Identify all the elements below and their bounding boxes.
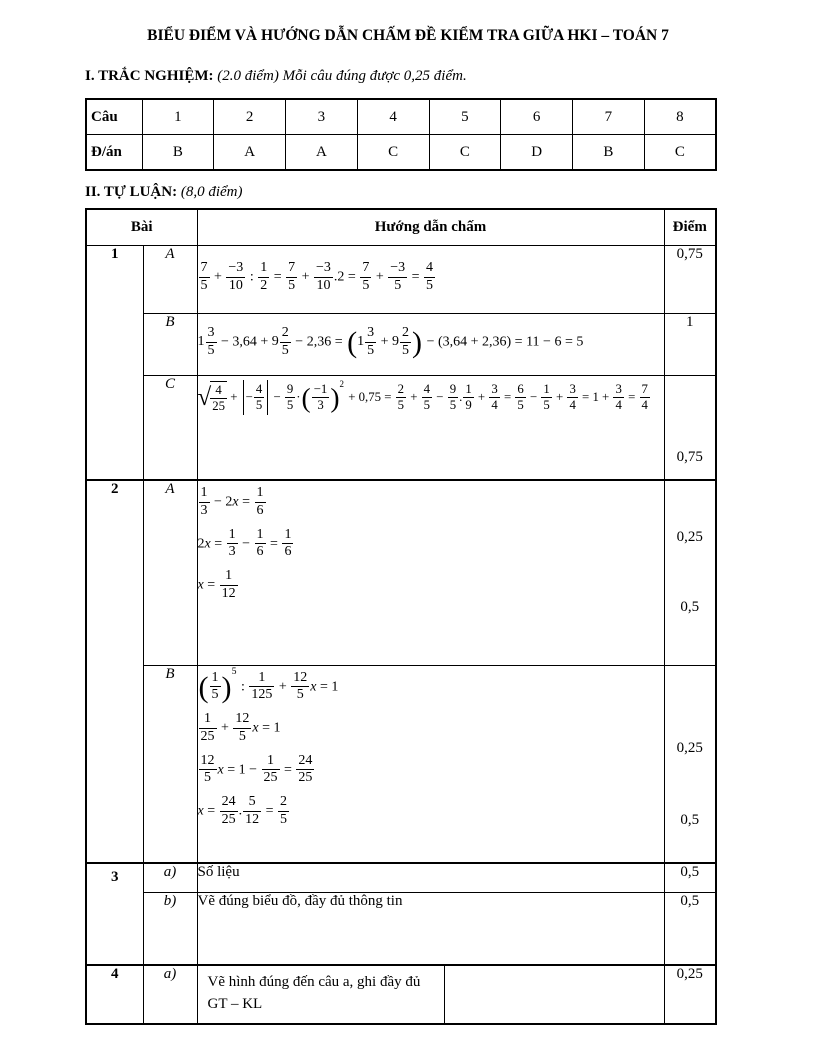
fraction: 3 5 xyxy=(367,325,375,358)
mc-question-cell-4: 4 xyxy=(357,99,429,135)
fraction: $\frac{1}{3}$ xyxy=(228,526,236,560)
mixed-number: 9 2 5 xyxy=(392,325,410,358)
mc-answer-cell-2: A xyxy=(214,135,286,171)
formula-2a-line2: 2x = $\frac{1}{3}$ − $\frac{1}{6}$ = $\frac{1}{6}$ xyxy=(197,526,292,560)
score-cell-3a: 0,5 xyxy=(664,863,716,892)
part-label-2b: B xyxy=(143,665,197,863)
solution-cell-4a xyxy=(197,965,664,1024)
fraction: $\frac{9}{5}$ xyxy=(449,381,457,412)
mc-question-cell-1: 1 xyxy=(142,99,214,135)
square-root: √ $\frac{4}{25}$ xyxy=(197,382,225,413)
mc-question-cell-6: 6 xyxy=(501,99,573,135)
mc-answer-header: Đ/án xyxy=(86,135,142,171)
problem-number-4: 4 xyxy=(86,965,143,1024)
fraction: 2 5 xyxy=(402,325,410,358)
mixed-number: 1 3 5 xyxy=(197,325,215,358)
formula-1b: 1 3 5 − 3,64 + 9 2 5 − 2,36 = ( 1 3 5 + 9 2 5 ) − (3,64 + 2,36) = 11 − 6 = 5 xyxy=(197,325,584,360)
mc-answer-cell-1: B xyxy=(142,135,214,171)
fraction: $\frac{7}{5}$ xyxy=(362,260,370,293)
solution-cell-1b xyxy=(197,313,664,375)
fraction: $\frac{4}{25}$ xyxy=(212,382,225,413)
mc-answer-cell-8: C xyxy=(644,135,716,171)
fraction: $\frac{1}{9}$ xyxy=(465,381,472,412)
score-2b-second: 0,5 xyxy=(680,811,700,828)
fraction: $\frac{12}{5}$ xyxy=(200,752,215,786)
fraction: $\frac{1}{3}$ xyxy=(200,485,208,518)
mc-answer-cell-6: D xyxy=(501,135,573,171)
parenthesized-group: ( $\frac{-1}{3}$ ) 2 xyxy=(301,378,344,413)
fraction: $\frac{1}{125}$ xyxy=(251,669,273,703)
fraction: $\frac{12}{5}$ xyxy=(235,711,250,744)
fraction: $\frac{-3}{10}$ xyxy=(228,260,244,293)
mc-answer-cell-4: C xyxy=(357,135,429,171)
row-4a xyxy=(86,965,716,1024)
fraction: $\frac{1}{6}$ xyxy=(256,485,264,518)
solution-cell-1c xyxy=(197,375,664,480)
solution-cell-2a xyxy=(197,480,664,665)
score-cell-1a: 0,75 xyxy=(664,245,716,313)
fraction: $\frac{1}{5}$ xyxy=(543,381,550,412)
score-cell-2b xyxy=(664,665,716,863)
row-1c xyxy=(86,375,716,480)
section-1-label: I. TRẮC NGHIỆM: xyxy=(85,68,214,84)
formula-2b-line2: $\frac{1}{25}$ + $\frac{12}{5}$ x = 1 xyxy=(200,711,281,744)
problem-number-3: 3 xyxy=(86,863,143,965)
mc-question-cell-7: 7 xyxy=(573,99,645,135)
score-2a-second: 0,5 xyxy=(680,599,700,615)
solution-split-4a xyxy=(198,966,664,1023)
section-1-note: (2.0 điểm) Mỗi câu đúng được 0,25 điểm. xyxy=(217,68,467,84)
column-header-guide: Hướng dẫn chấm xyxy=(197,209,664,245)
fraction: $\frac{3}{4}$ xyxy=(615,381,622,412)
mc-question-cell-3: 3 xyxy=(286,99,358,135)
fraction: $\frac{1}{12}$ xyxy=(221,568,236,601)
mc-question-cell-8: 8 xyxy=(644,99,716,135)
fraction: 3 5 xyxy=(207,325,215,358)
fraction: $\frac{7}{5}$ xyxy=(200,260,208,293)
row-1a xyxy=(86,245,716,313)
mc-answer-cell-7: B xyxy=(573,135,645,171)
fraction: $\frac{-3}{10}$ xyxy=(316,260,331,293)
solution-cell-1a xyxy=(197,245,664,313)
part-label-2a: A xyxy=(143,480,197,665)
score-cell-4a: 0,25 xyxy=(664,965,716,1024)
mc-question-cell-5: 5 xyxy=(429,99,501,135)
mc-answer-cell-5: C xyxy=(429,135,501,171)
fraction: $\frac{4}{5}$ xyxy=(426,260,434,293)
parenthesized-group: ( $\frac{1}{5}$ ) 5 xyxy=(198,666,237,704)
row-2a xyxy=(86,480,716,665)
score-2b-first: 0,25 xyxy=(676,739,703,756)
section-2-label: II. TỰ LUẬN: xyxy=(85,184,178,200)
formula-1c: √ $\frac{4}{25}$ + − 4 5 − $\frac{9}{5}$ · ( $\frac{-1}{3}$ ) 2 + 0,75 = $\frac{2}{5}$ + $\frac{4}{5}$ − $\frac{9}{5}$ . $\frac{1}{9}$ + $\frac{3}{4}$ = $\frac{6}{5}$ − $\frac{1}{5}$ + $\frac{3}{4}$ = 1 + $\frac{3}{4}$ = $\frac{7}{4}$ xyxy=(198,380,664,416)
solution-cell-2b xyxy=(197,665,664,863)
row-3a xyxy=(86,863,716,892)
fraction: $\frac{24}{25}$ xyxy=(221,794,236,828)
fraction: $\frac{2}{5}$ xyxy=(397,381,405,412)
fraction: $\frac{-1}{3}$ xyxy=(313,381,328,412)
fraction: $\frac{2}{5}$ xyxy=(280,794,288,828)
fraction: $\frac{4}{5}$ xyxy=(423,381,431,412)
formula-2a-line3: x = $\frac{1}{12}$ xyxy=(197,568,236,601)
fraction: $\frac{-3}{5}$ xyxy=(390,260,406,293)
grading-table xyxy=(85,208,717,1025)
problem-number-1: 1 xyxy=(86,245,143,480)
figure-area-empty xyxy=(445,966,664,1023)
solution-text-3a: Số liệu xyxy=(197,863,664,892)
fraction: 2 5 xyxy=(281,325,289,358)
mc-answer-row xyxy=(86,135,716,171)
fraction: $\frac{7}{4}$ xyxy=(641,381,648,412)
row-2b xyxy=(86,665,716,863)
fraction: $\frac{1}{6}$ xyxy=(284,526,292,560)
part-label-3a: a) xyxy=(143,863,197,892)
document-title: BIỂU ĐIỂM VÀ HƯỚNG DẪN CHẤM ĐỀ KIỂM TRA GIỮA HKI – TOÁN 7 xyxy=(147,27,669,44)
fraction: $\frac{3}{4}$ xyxy=(569,381,576,412)
mc-answer-cell-3: A xyxy=(286,135,358,171)
score-cell-2a xyxy=(664,480,716,665)
problem-number-2: 2 xyxy=(86,480,143,863)
fraction: 4 5 xyxy=(255,381,263,412)
score-cell-1c: 0,75 xyxy=(664,375,716,480)
mixed-number: 1 3 5 xyxy=(357,325,375,358)
fraction: $\frac{6}{5}$ xyxy=(517,381,524,412)
section-1-heading xyxy=(85,67,731,86)
part-label-1b: B xyxy=(143,313,197,375)
fraction: $\frac{5}{12}$ xyxy=(245,794,260,828)
fraction: $\frac{3}{4}$ xyxy=(491,381,498,412)
part-label-1c: C xyxy=(143,375,197,480)
fraction: $\frac{9}{5}$ xyxy=(286,381,294,412)
absolute-value: − 4 5 xyxy=(243,380,269,416)
grading-header-row xyxy=(86,209,716,245)
fraction: $\frac{1}{5}$ xyxy=(211,669,219,703)
score-cell-1b: 1 xyxy=(664,313,716,375)
score-cell-3b: 0,5 xyxy=(664,892,716,965)
fraction: $\frac{1}{2}$ xyxy=(260,260,268,293)
solution-text-4a: Vẽ hình đúng đến câu a, ghi đầy đủ GT – KL xyxy=(198,966,445,1023)
mc-corner-header: Câu xyxy=(86,99,142,135)
part-label-4a: a) xyxy=(143,965,197,1024)
multiple-choice-table xyxy=(85,98,717,171)
fraction: $\frac{1}{25}$ xyxy=(200,711,215,744)
formula-2a-line1: $\frac{1}{3}$ − 2x = $\frac{1}{6}$ xyxy=(200,485,264,518)
solution-text-3b: Vẽ đúng biểu đồ, đầy đủ thông tin xyxy=(197,892,664,965)
section-2-note: (8,0 điểm) xyxy=(180,184,243,200)
parenthesized-group: ( 1 3 5 + 9 2 5 ) xyxy=(347,325,423,360)
formula-1a: $\frac{7}{5}$ + $\frac{-3}{10}$ : $\frac{1}{2}$ = $\frac{7}{5}$ + $\frac{-3}{10}$ .2 = $\frac{7}{5}$ + $\frac{-3}{5}$ = $\frac{4}{5}$ xyxy=(200,260,434,293)
mc-question-cell-2: 2 xyxy=(214,99,286,135)
fraction: $\frac{7}{5}$ xyxy=(288,260,296,293)
mixed-number: 9 2 5 xyxy=(271,325,289,358)
column-header-score: Điểm xyxy=(664,209,716,245)
fraction: $\frac{12}{5}$ xyxy=(293,669,308,703)
formula-2b-line3: $\frac{12}{5}$ x = 1 − $\frac{1}{25}$ = $\frac{24}{25}$ xyxy=(200,752,313,786)
score-2a-first: 0,25 xyxy=(676,529,703,545)
row-3b xyxy=(86,892,716,965)
part-label-3b: b) xyxy=(143,892,197,965)
fraction: $\frac{24}{25}$ xyxy=(298,752,313,786)
column-header-bai: Bài xyxy=(86,209,197,245)
part-label-1a: A xyxy=(143,245,197,313)
formula-2b-line4: x = $\frac{24}{25}$ . $\frac{5}{12}$ = $\frac{2}{5}$ xyxy=(197,794,288,828)
section-2-heading xyxy=(85,183,731,202)
fraction: $\frac{1}{25}$ xyxy=(263,752,278,786)
mc-question-row xyxy=(86,99,716,135)
row-1b xyxy=(86,313,716,375)
fraction: $\frac{1}{6}$ xyxy=(256,526,264,560)
formula-2b-line1: ( $\frac{1}{5}$ ) 5 : $\frac{1}{125}$ + $\frac{12}{5}$ x = 1 xyxy=(198,666,339,704)
